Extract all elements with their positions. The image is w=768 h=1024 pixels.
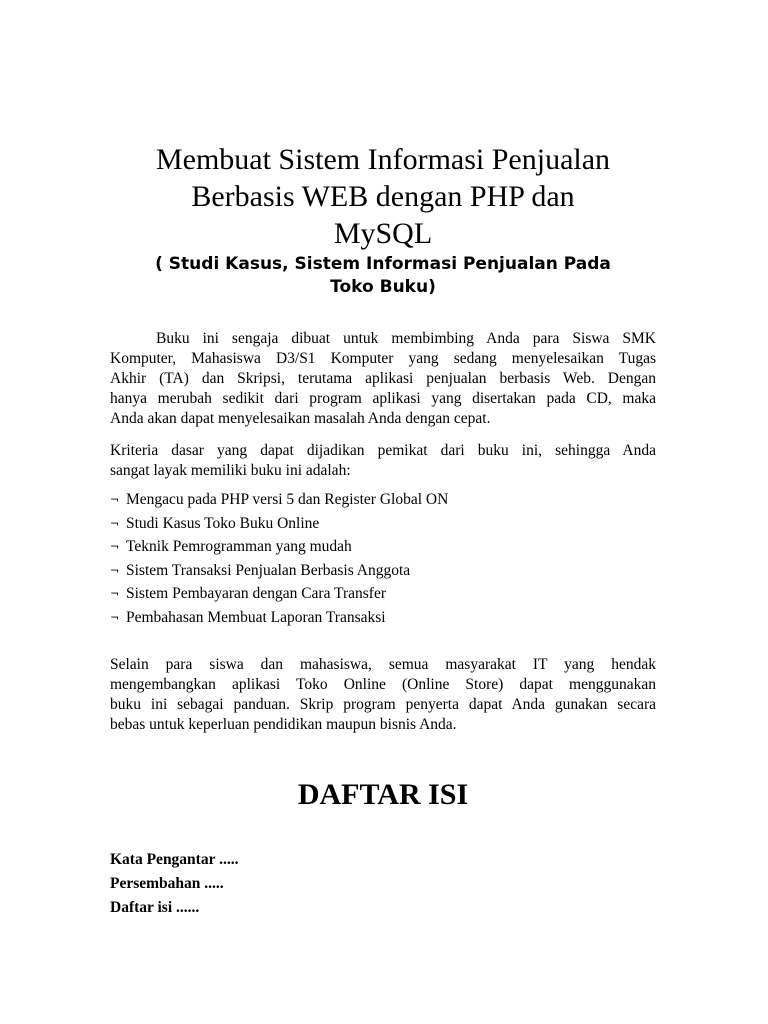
paragraph-line: Buku ini sengaja dibuat untuk membimbing Anda para Siswa SMK xyxy=(156,330,656,347)
feature-text: Studi Kasus Toko Buku Online xyxy=(126,514,320,532)
intro-paragraph xyxy=(110,329,656,429)
criteria-paragraph xyxy=(110,441,656,481)
paragraph-line: Komputer, Mahasiswa D3/S1 Komputer yang sedang menyelesaikan Tugas xyxy=(110,350,656,367)
paragraph-line: Anda akan dapat menyelesaikan masalah Anda dengan cepat. xyxy=(110,410,491,427)
feature-text: Sistem Pembayaran dengan Cara Transfer xyxy=(126,585,386,602)
feature-text: Mengacu pada PHP versi 5 dan Register Global ON xyxy=(126,491,449,508)
paragraph-line: hanya merubah sedikit dari program aplikasi yang disertakan pada CD, maka xyxy=(110,390,656,407)
title-line: MySQL xyxy=(333,217,433,250)
document-title xyxy=(100,141,666,252)
bullet-icon: ¬ xyxy=(110,587,120,600)
feature-text: Teknik Pemrogramman yang mudah xyxy=(126,538,352,555)
toc-item: Kata Pengantar ..... xyxy=(110,851,239,868)
bullet-icon: ¬ xyxy=(110,563,120,577)
paragraph-line: mengembangkan aplikasi Toko Online (Online Store) dapat menggunakan xyxy=(110,676,656,693)
bullet-icon: ¬ xyxy=(110,516,120,530)
subtitle-line: ( Studi Kasus, Sistem Informasi Penjualan Pada xyxy=(155,254,611,274)
paragraph-line: Selain para siswa dan mahasiswa, semua masyarakat IT yang hendak xyxy=(110,656,656,673)
table-of-contents xyxy=(110,848,238,920)
paragraph-line: Kriteria dasar yang dapat dijadikan pemikat dari buku ini, sehingga Anda xyxy=(110,442,656,459)
bullet-icon: ¬ xyxy=(110,540,120,553)
title-line: Membuat Sistem Informasi Penjualan xyxy=(155,143,611,176)
list-item xyxy=(110,488,448,512)
paragraph-line: buku ini sebagai panduan. Skrip program penyerta dapat Anda gunakan secara xyxy=(110,696,656,713)
feature-text: Sistem Transaksi Penjualan Berbasis Anggota xyxy=(126,561,411,579)
feature-list xyxy=(110,488,448,629)
paragraph-line: Akhir (TA) dan Skripsi, terutama aplikasi penjualan berbasis Web. Dengan xyxy=(110,370,656,387)
bullet-icon: ¬ xyxy=(110,493,120,506)
paragraph-line: bebas untuk keperluan pendidikan maupun bisnis Anda. xyxy=(110,716,457,733)
toc-item: Daftar isi ...... xyxy=(110,899,200,916)
toc-heading: DAFTAR ISI xyxy=(297,778,469,811)
list-item xyxy=(110,582,448,606)
list-item xyxy=(110,535,448,559)
toc-item: Persembahan ..... xyxy=(110,875,224,892)
closing-paragraph xyxy=(110,655,656,735)
feature-text: Pembahasan Membuat Laporan Transaksi xyxy=(126,608,386,626)
subtitle-line: Toko Buku) xyxy=(330,277,436,297)
paragraph-line: sangat layak memiliki buku ini adalah: xyxy=(110,462,351,479)
bullet-icon: ¬ xyxy=(110,610,120,624)
list-item xyxy=(110,606,448,630)
document-subtitle xyxy=(100,253,666,299)
list-item xyxy=(110,559,448,583)
title-line: Berbasis WEB dengan PHP dan xyxy=(191,180,575,213)
list-item xyxy=(110,512,448,536)
